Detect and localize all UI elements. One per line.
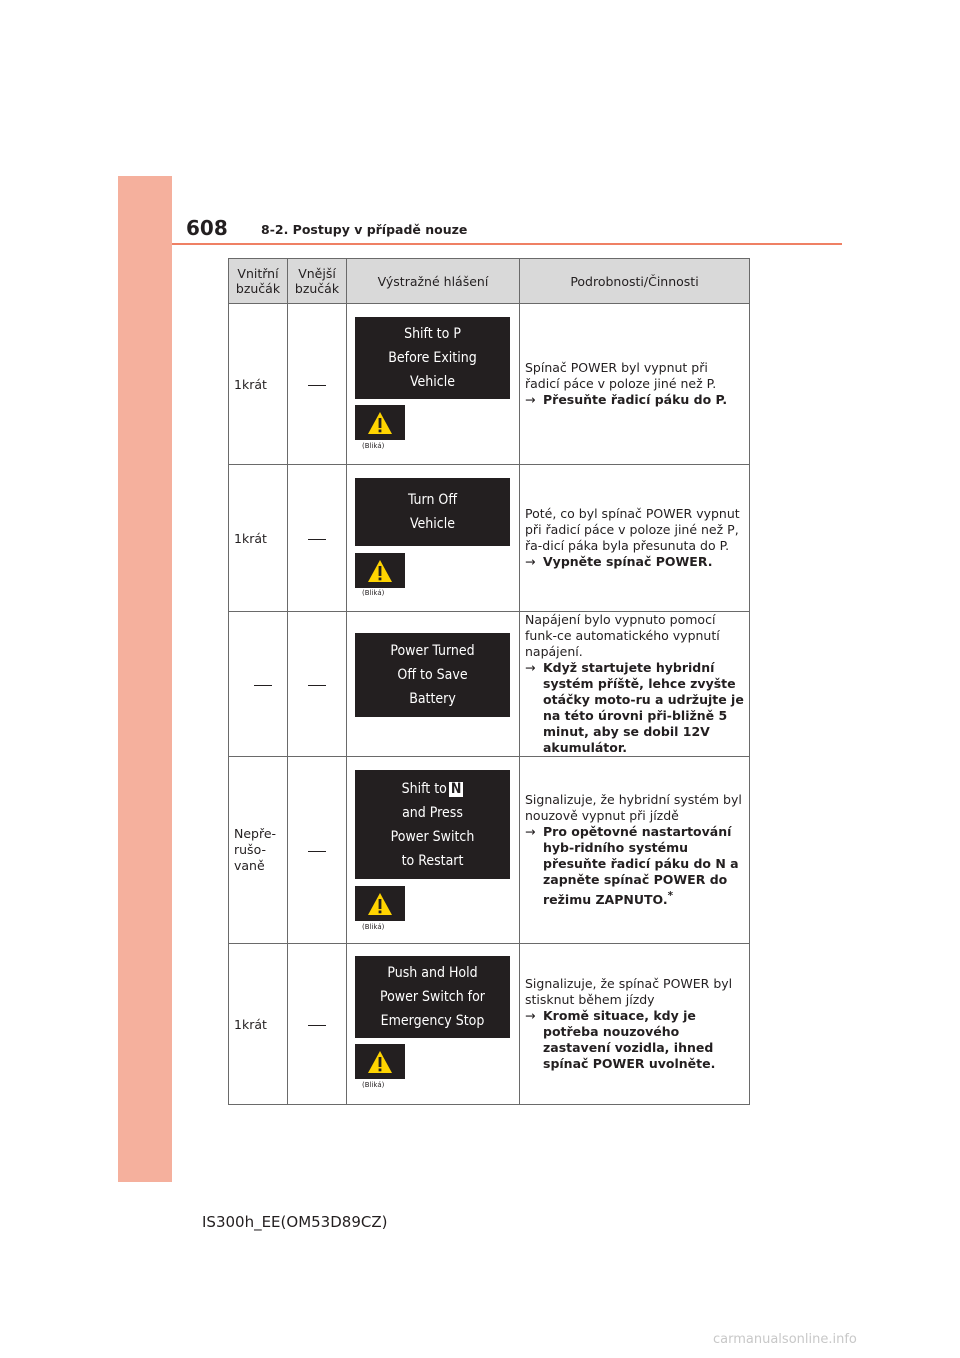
header-rule: [172, 243, 842, 245]
dash-mark: [308, 539, 326, 540]
message-line: Power Switch for: [380, 989, 485, 1005]
warning-message-cell: [347, 612, 520, 757]
blink-label: (Bliká): [362, 589, 385, 597]
detail-text: Spínač POWER byl vypnut při řadicí páce v poloze jiné než P.: [525, 360, 717, 391]
details-cell: [520, 304, 750, 465]
header-internal-buzzer: Vnitřní bzučák: [229, 259, 288, 304]
arrow-icon: →: [525, 554, 536, 569]
action-text: Pro opětovné nastartování hyb-ridního systému přesuňte řadicí páku do N a zapněte spínač POWER do režimu ZAPNUTO.: [543, 823, 739, 908]
blink-label: (Bliká): [362, 1081, 385, 1089]
internal-buzzer-cell: 1krát: [229, 465, 288, 612]
detail-text: Poté, co byl spínač POWER vypnut při řadicí páce v poloze jiné než P, řa-dicí páka byla přesunuta do P.: [525, 506, 740, 553]
watermark: carmanualsonline.info: [713, 1332, 857, 1347]
warning-message-cell: [347, 465, 520, 612]
warning-message-cell: [347, 757, 520, 944]
action-text: Vypněte spínač POWER.: [543, 554, 713, 569]
action-text: Když startujete hybridní systém příště, lehce zvyšte otáčky moto-ru a udržujte je na této úrovni při-bližně 5 minut, aby se dobil 12V akumulátor.: [543, 660, 744, 755]
external-buzzer-cell: [288, 465, 347, 612]
table-row: [229, 612, 750, 757]
action-line: [525, 1008, 745, 1072]
action-text: Přesuňte řadicí páku do P.: [543, 392, 728, 407]
message-line: Vehicle: [410, 374, 455, 390]
external-buzzer-cell: [288, 944, 347, 1105]
message-line: Battery: [409, 691, 456, 707]
dash-mark: [308, 685, 326, 686]
detail-text: Signalizuje, že hybridní systém byl nouzově vypnut při jízdě: [525, 791, 742, 823]
external-buzzer-cell: [288, 757, 347, 944]
external-buzzer-cell: [288, 612, 347, 757]
message-line: to Restart: [401, 852, 464, 869]
arrow-icon: →: [525, 392, 536, 407]
arrow-icon: →: [525, 823, 536, 839]
action-line: [525, 824, 745, 908]
internal-buzzer-cell: 1krát: [229, 944, 288, 1105]
details-cell: [520, 757, 750, 944]
message-line: Power Switch: [390, 828, 475, 845]
chapter-side-tab: [118, 176, 172, 1182]
table-header-row: [229, 259, 750, 304]
message-line: Off to Save: [397, 667, 468, 683]
warning-message-cell: [347, 304, 520, 465]
dash-mark: [308, 385, 326, 386]
message-line-text: Shift to: [401, 780, 447, 797]
gear-n-badge: N: [450, 780, 462, 797]
footnote-mark: *: [667, 889, 674, 902]
message-line: Turn Off: [407, 492, 458, 508]
warning-triangle-icon: [367, 559, 393, 583]
table-row: [229, 304, 750, 465]
action-line: [525, 660, 745, 756]
message-line: and Press: [402, 804, 463, 821]
warning-light: [355, 553, 405, 588]
display-message: [355, 317, 510, 399]
arrow-icon: →: [525, 1008, 536, 1023]
warning-triangle-icon: [367, 1050, 393, 1074]
display-message: [355, 956, 510, 1038]
internal-buzzer-cell: 1krát: [229, 304, 288, 465]
display-message: [355, 770, 510, 879]
details-cell: [520, 465, 750, 612]
message-line: Before Exiting: [388, 350, 477, 366]
document-code: IS300h_EE(OM53D89CZ): [202, 1213, 388, 1231]
message-line: [355, 777, 510, 801]
warning-triangle-icon: [367, 892, 393, 916]
details-cell: [520, 944, 750, 1105]
action-line: [525, 554, 745, 570]
message-line: Power Turned: [390, 643, 475, 659]
message-line: Vehicle: [410, 516, 455, 532]
display-message: [355, 633, 510, 717]
header-warning-message: Výstražné hlášení: [347, 259, 520, 304]
detail-text: Signalizuje, že spínač POWER byl stisknut během jízdy: [525, 976, 733, 1007]
details-cell: [520, 612, 750, 757]
dash-mark: [308, 1025, 326, 1026]
section-title: 8-2. Postupy v případě nouze: [261, 222, 468, 237]
warning-message-cell: [347, 944, 520, 1105]
header-external-buzzer: Vnější bzučák: [288, 259, 347, 304]
detail-text: Napájení bylo vypnuto pomocí funk-ce automatického vypnutí napájení.: [525, 612, 720, 659]
internal-buzzer-cell: [229, 612, 288, 757]
warning-message-table: [228, 258, 750, 1105]
table-row: [229, 757, 750, 944]
table-row: [229, 944, 750, 1105]
display-message: [355, 478, 510, 546]
action-text: Kromě situace, kdy je potřeba nouzového zastavení vozidla, ihned spínač POWER uvolněte.: [543, 1008, 716, 1071]
warning-light: [355, 886, 405, 921]
arrow-icon: →: [525, 660, 536, 675]
external-buzzer-cell: [288, 304, 347, 465]
page-number: 608: [186, 216, 228, 240]
warning-light: [355, 405, 405, 440]
table-row: [229, 465, 750, 612]
dash-mark: [308, 851, 326, 852]
message-line: Emergency Stop: [380, 1013, 485, 1029]
dash-mark: [254, 685, 272, 686]
message-line: Shift to P: [404, 326, 461, 342]
action-line: [525, 392, 745, 408]
header-details-actions: Podrobnosti/Činnosti: [520, 259, 750, 304]
internal-buzzer-cell: Nepře-rušo-vaně: [229, 757, 288, 944]
message-line: Push and Hold: [387, 965, 478, 981]
blink-label: (Bliká): [362, 923, 385, 931]
warning-triangle-icon: [367, 411, 393, 435]
warning-light: [355, 1044, 405, 1079]
blink-label: (Bliká): [362, 442, 385, 450]
